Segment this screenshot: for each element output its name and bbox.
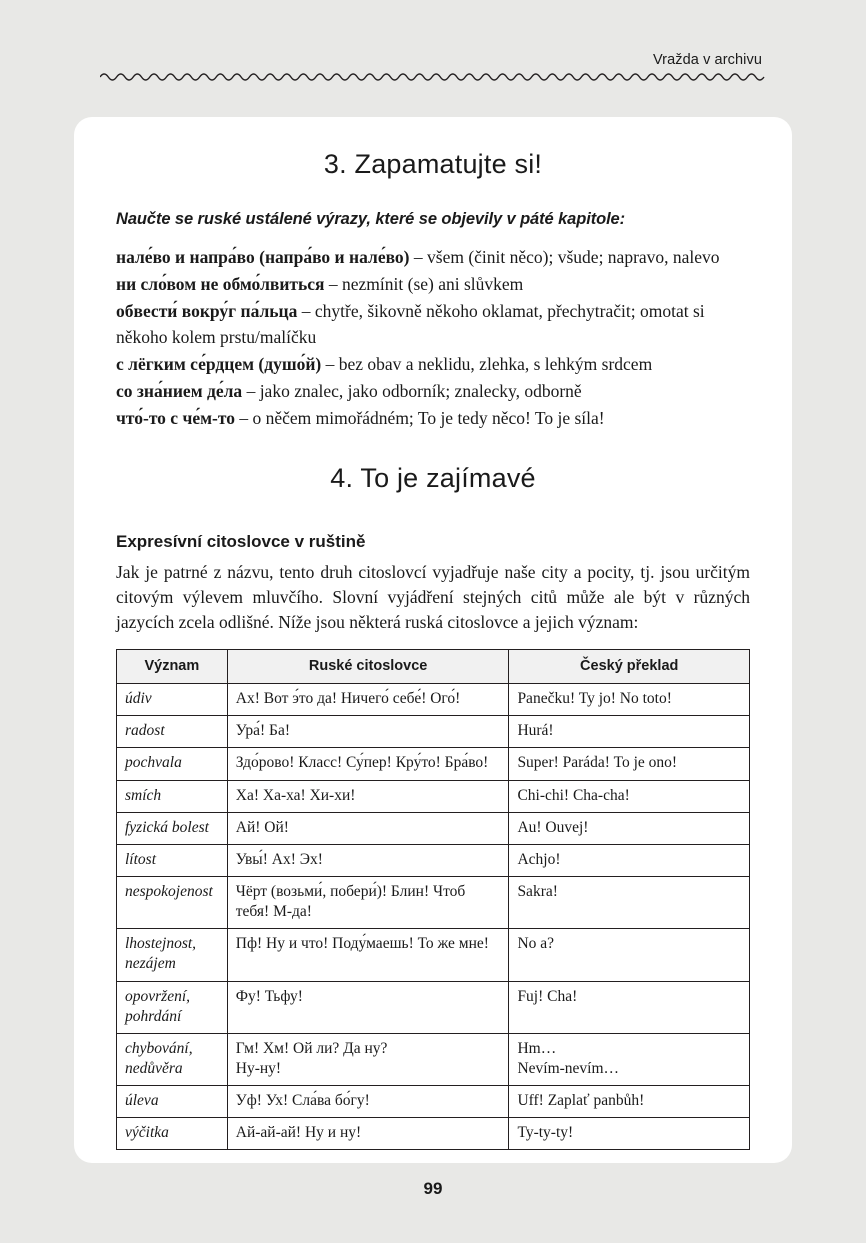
cell-russian: Уф! Ух! Сла́ва бо́гу! (227, 1086, 509, 1118)
list-item (116, 272, 750, 297)
phrase-russian: с лёгким се́рдцем (душо́й) (116, 353, 322, 374)
table-body (117, 684, 750, 1150)
list-item (116, 352, 750, 377)
decorative-wave-rule (100, 70, 766, 84)
cell-meaning: pochvala (117, 748, 228, 780)
phrase-russian: ни сло́вом не обмо́лвиться (116, 274, 325, 295)
phrase-czech: – jako znalec, jako odborník; znalecky, odborně (242, 380, 582, 401)
phrase-russian: со зна́нием де́ла (116, 380, 243, 401)
cell-czech: Sakra! (509, 877, 750, 929)
section-title-interesting: 4. To je zajímavé (330, 463, 536, 494)
page-card (74, 117, 792, 1163)
table-row (117, 844, 750, 876)
table-row (117, 684, 750, 716)
cell-czech: Super! Paráda! To je ono! (509, 748, 750, 780)
subheading-interjections: Expresívní citoslovce v ruštině (116, 532, 366, 552)
cell-russian: Ура́! Ба! (227, 716, 509, 748)
column-header-russian: Ruské citoslovce (227, 650, 509, 684)
page-content (74, 117, 792, 1150)
table-header-row (117, 650, 750, 684)
phrase-russian: обвести́ вокру́г па́льца (116, 301, 298, 322)
cell-czech: Uff! Zaplať panbůh! (509, 1086, 750, 1118)
cell-russian: Ха! Ха-ха! Хи-хи! (227, 780, 509, 812)
column-header-czech: Český překlad (509, 650, 750, 684)
phrase-russian: что́-то с че́м-то (116, 408, 235, 429)
page-number: 99 (423, 1179, 443, 1198)
cell-meaning: údiv (117, 684, 228, 716)
cell-russian: Фу! Тьфу! (227, 981, 509, 1033)
cell-russian: Увы́! Ах! Эх! (227, 844, 509, 876)
cell-russian: Ай! Ой! (227, 812, 509, 844)
cell-russian: Пф! Ну и что! Поду́маешь! То же мне! (227, 929, 509, 981)
table-row (117, 929, 750, 981)
cell-czech: Panečku! Ty jo! No toto! (509, 684, 750, 716)
cell-meaning: výčitka (117, 1118, 228, 1150)
remember-lead-text: Naučte se ruské ustálené výrazy, které se objevily v páté kapitole: (116, 210, 626, 228)
cell-czech: Hurá! (509, 716, 750, 748)
cell-russian: Чёрт (возьми́, побери́)! Блин! Чтоб тебя! М-да! (227, 877, 509, 929)
list-item (116, 245, 750, 270)
table-row (117, 877, 750, 929)
cell-czech: No a? (509, 929, 750, 981)
table-row (117, 1033, 750, 1085)
list-item (116, 379, 750, 404)
cell-czech: Chi-chi! Cha-cha! (509, 780, 750, 812)
interesting-paragraph: Jak je patrné z názvu, tento druh citoslovcí vyjadřuje naše city a pocity, tj. jsou určitým citovým výlevem mluvčího. Slovní vyjádření stejných citů může ale být v různých jazycích zcela odlišné. Níže jsou některá ruská citoslovce a jejich význam: (116, 562, 750, 633)
cell-czech: Hm… Nevím-nevím… (509, 1033, 750, 1085)
table-row (117, 981, 750, 1033)
table-row (117, 1086, 750, 1118)
interjections-table (116, 649, 750, 1150)
cell-meaning: smích (117, 780, 228, 812)
cell-czech: Ty-ty-ty! (509, 1118, 750, 1150)
section-title-remember: 3. Zapamatujte si! (323, 149, 543, 179)
cell-meaning: radost (117, 716, 228, 748)
phrase-czech: – o něčem mimořádném; To je tedy něco! To je síla! (234, 408, 605, 429)
table-row (117, 1118, 750, 1150)
cell-meaning: chybování, nedůvěra (117, 1033, 228, 1085)
cell-czech: Achjo! (509, 844, 750, 876)
cell-russian: Гм! Хм! Ой ли? Да ну? Ну-ну! (227, 1033, 509, 1085)
table-row (117, 748, 750, 780)
column-header-meaning: Význam (117, 650, 228, 684)
cell-meaning: lítost (117, 844, 228, 876)
cell-russian: Ах! Вот э́то да! Ничего́ себе́! Ого́! (227, 684, 509, 716)
phrase-czech: – bez obav a neklidu, zlehka, s lehkým srdcem (321, 353, 653, 374)
table-row (117, 716, 750, 748)
phrase-russian: нале́во и напра́во (напра́во и нале́во) (116, 247, 410, 267)
phrase-czech: – nezmínit (se) ani slůvkem (324, 274, 524, 295)
phrase-czech: – chytře, šikovně někoho oklamat, přechytračit; omotat si někoho kolem prstu/malíčku (116, 301, 705, 347)
cell-meaning: fyzická bolest (117, 812, 228, 844)
table-row (117, 812, 750, 844)
phrase-czech: – všem (činit něco); všude; napravo, nalevo (409, 247, 720, 267)
cell-meaning: lhostejnost, nezájem (117, 929, 228, 981)
cell-meaning: úleva (117, 1086, 228, 1118)
cell-russian: Здо́рово! Класс! Су́пер! Кру́то! Бра́во! (227, 748, 509, 780)
cell-meaning: nespokojenost (117, 877, 228, 929)
cell-czech: Fuj! Cha! (509, 981, 750, 1033)
cell-russian: Ай-ай-ай! Ну и ну! (227, 1118, 509, 1150)
running-head: Vražda v archivu (652, 52, 762, 68)
cell-meaning: opovržení, pohrdání (117, 981, 228, 1033)
cell-czech: Au! Ouvej! (509, 812, 750, 844)
table-row (117, 780, 750, 812)
phrase-list (116, 245, 750, 431)
list-item (116, 406, 750, 431)
list-item (116, 299, 750, 349)
